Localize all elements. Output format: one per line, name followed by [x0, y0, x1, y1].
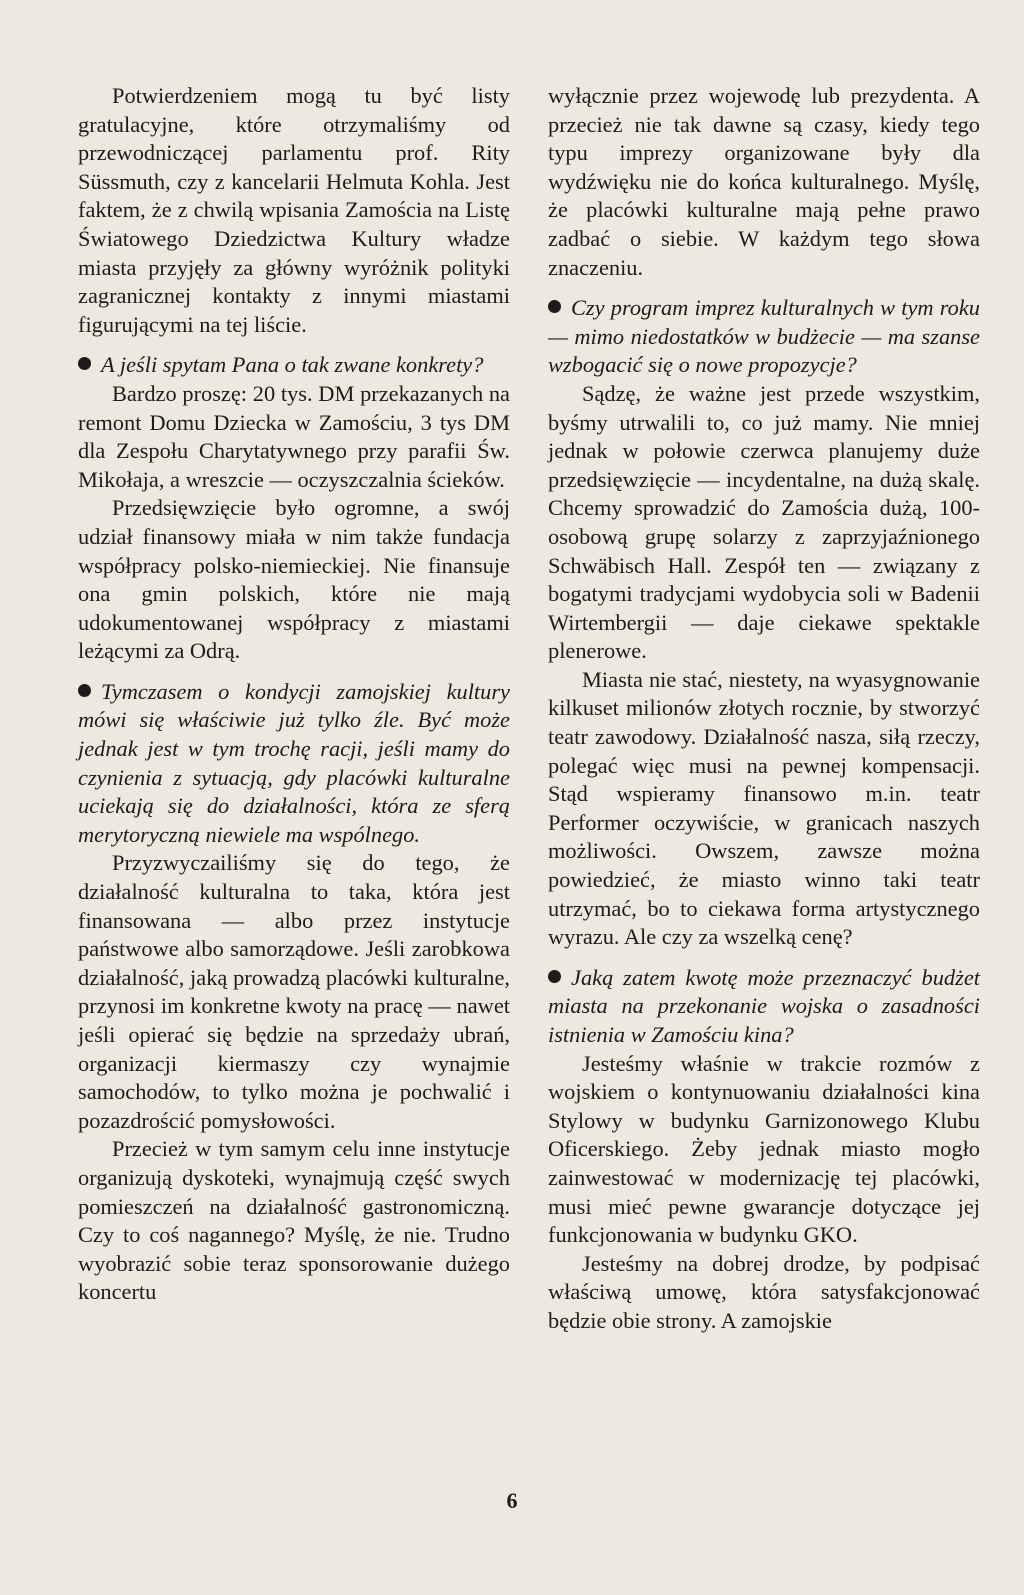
answer-paragraph: Jesteśmy na dobrej drodze, by podpisać właściwą umowę, która satysfakcjonować będzie obie strony. A zamojskie — [548, 1250, 980, 1333]
page-number: 6 — [506, 1488, 518, 1513]
answer-paragraph: Przedsięwzięcie było ogromne, a swój udział finansowy miała w nim także fundacja współpracy polsko-niemieckiej. Nie finansuje ona gmin polskich, które nie mają udokumentowanej współpracy z miastami leżącymi za Odrą. — [78, 495, 510, 664]
answer-paragraph: Bardzo proszę: 20 tys. DM przekazanych na remont Domu Dziecka w Zamościu, 3 tys DM dla Zespołu Charytatywnego przy parafii Św. Mikołaja, a wreszcie — oczyszczalnia ścieków. — [78, 380, 510, 492]
answer-paragraph: Przecież w tym samym celu inne instytucje organizują dyskoteki, wynajmują część swych pomieszczeń na działalność gastronomiczną. Czy to coś nagannego? Myślę, że nie. Trudno wyobrazić sobie teraz sponsorowanie dużego koncertu — [78, 1136, 510, 1305]
bullet-icon — [548, 970, 561, 983]
bullet-icon — [548, 300, 561, 313]
question-text: Jaką zatem kwotę może przeznaczyć budżet miasta na przekonanie wojska o zasadności istnienia w Zamościu kina? — [548, 964, 980, 1047]
answer-paragraph: wyłącznie przez wojewodę lub prezydenta. A przecież nie tak dawne są czasy, kiedy tego typu imprezy organizowane były dla wydźwięku nie do końca kulturalnego. Myślę, że placówki kulturalne mają pełne prawo zadbać o siebie. W każdym tego słowa znaczeniu. — [548, 83, 980, 280]
answer-paragraph: Potwierdzeniem mogą tu być listy gratulacyjne, które otrzymaliśmy od przewodniczącej parlamentu prof. Rity Süssmuth, czy z kancelarii Helmuta Kohla. Jest faktem, że z chwilą wpisania Zamościa na Listę Światowego Dziedzictwa Kultury władze miasta przyjęły za główny wyróżnik polityki zagranicznej kontakty z innymi miastami figurującymi na tej liście. — [78, 83, 510, 337]
answer-paragraph: Przyzwyczailiśmy się do tego, że działalność kulturalna to taka, która jest finansowana — albo przez instytucje państwowe albo samorządowe. Jeśli zarobkowa działalność, jaką prowadzą placówki kulturalne, przynosi im konkretne kwoty na pracę — nawet jeśli opierać się będzie na sprzedaży ubrań, organizacji kiermaszy czy wynajmie samochodów, to tylko można je pochwalić i pozazdrościć pomysłowości. — [78, 850, 510, 1133]
question-text: Czy program imprez kulturalnych w tym roku — mimo niedostatków w budżecie — ma szanse wzbogacić się o nowe propozycje? — [548, 295, 980, 378]
right-column — [548, 82, 980, 1336]
bullet-icon — [78, 357, 91, 370]
interview-question — [78, 351, 510, 380]
question-text: Tymczasem o kondycji zamojskiej kultury mówi się właściwie już tylko źle. Być może jednak jest w tym trochę racji, jeśli mamy do czynienia z sytuacją, gdy placówki kulturalne uciekają się do działalności, która ze sferą merytoryczną niewiele ma wspólnego. — [78, 678, 510, 847]
answer-paragraph: Jesteśmy właśnie w trakcie rozmów z wojskiem o kontynuowaniu działalności kina Stylowy w budynku Garnizonowego Klubu Oficerskiego. Żeby jednak miasto mogło zainwestować w modernizację tej placówki, musi mieć pewne gwarancje dotyczące jej funkcjonowania w budynku GKO. — [548, 1050, 980, 1248]
answer-paragraph: Sądzę, że ważne jest przede wszystkim, byśmy utrwalili to, co już mamy. Nie mniej jednak w połowie czerwca planujemy duże przedsięwzięcie — incydentalne, na dużą skalę. Chcemy sprowadzić do Zamościa dużą, 100-osobową grupę solarzy z zaprzyjaźnionego Schwäbisch Hall. Zespół ten — związany z bogatymi tradycjami wydobycia soli w Badenii Wirtembergii — daje ciekawe spektakle plenerowe. — [548, 380, 980, 664]
interview-question — [548, 294, 980, 380]
interview-question — [78, 678, 510, 850]
interview-question — [548, 964, 980, 1050]
bullet-icon — [78, 684, 91, 697]
question-text: A jeśli spytam Pana o tak zwane konkrety? — [101, 352, 484, 378]
left-column — [78, 82, 510, 1307]
answer-paragraph: Miasta nie stać, niestety, na wyasygnowanie kilkuset milionów złotych rocznie, by stworzyć teatr zawodowy. Działalność nasza, siłą rzeczy, polegać więc musi na pewnej kompensacji. Stąd wspieramy finansowo m.in. teatr Performer oczywiście, w granicach naszych możliwości. Owszem, zawsze można powiedzieć, że miasto winno taki teatr utrzymać, bo to ciekawa forma artystycznego wyrazu. Ale czy za wszelką cenę? — [548, 666, 980, 950]
